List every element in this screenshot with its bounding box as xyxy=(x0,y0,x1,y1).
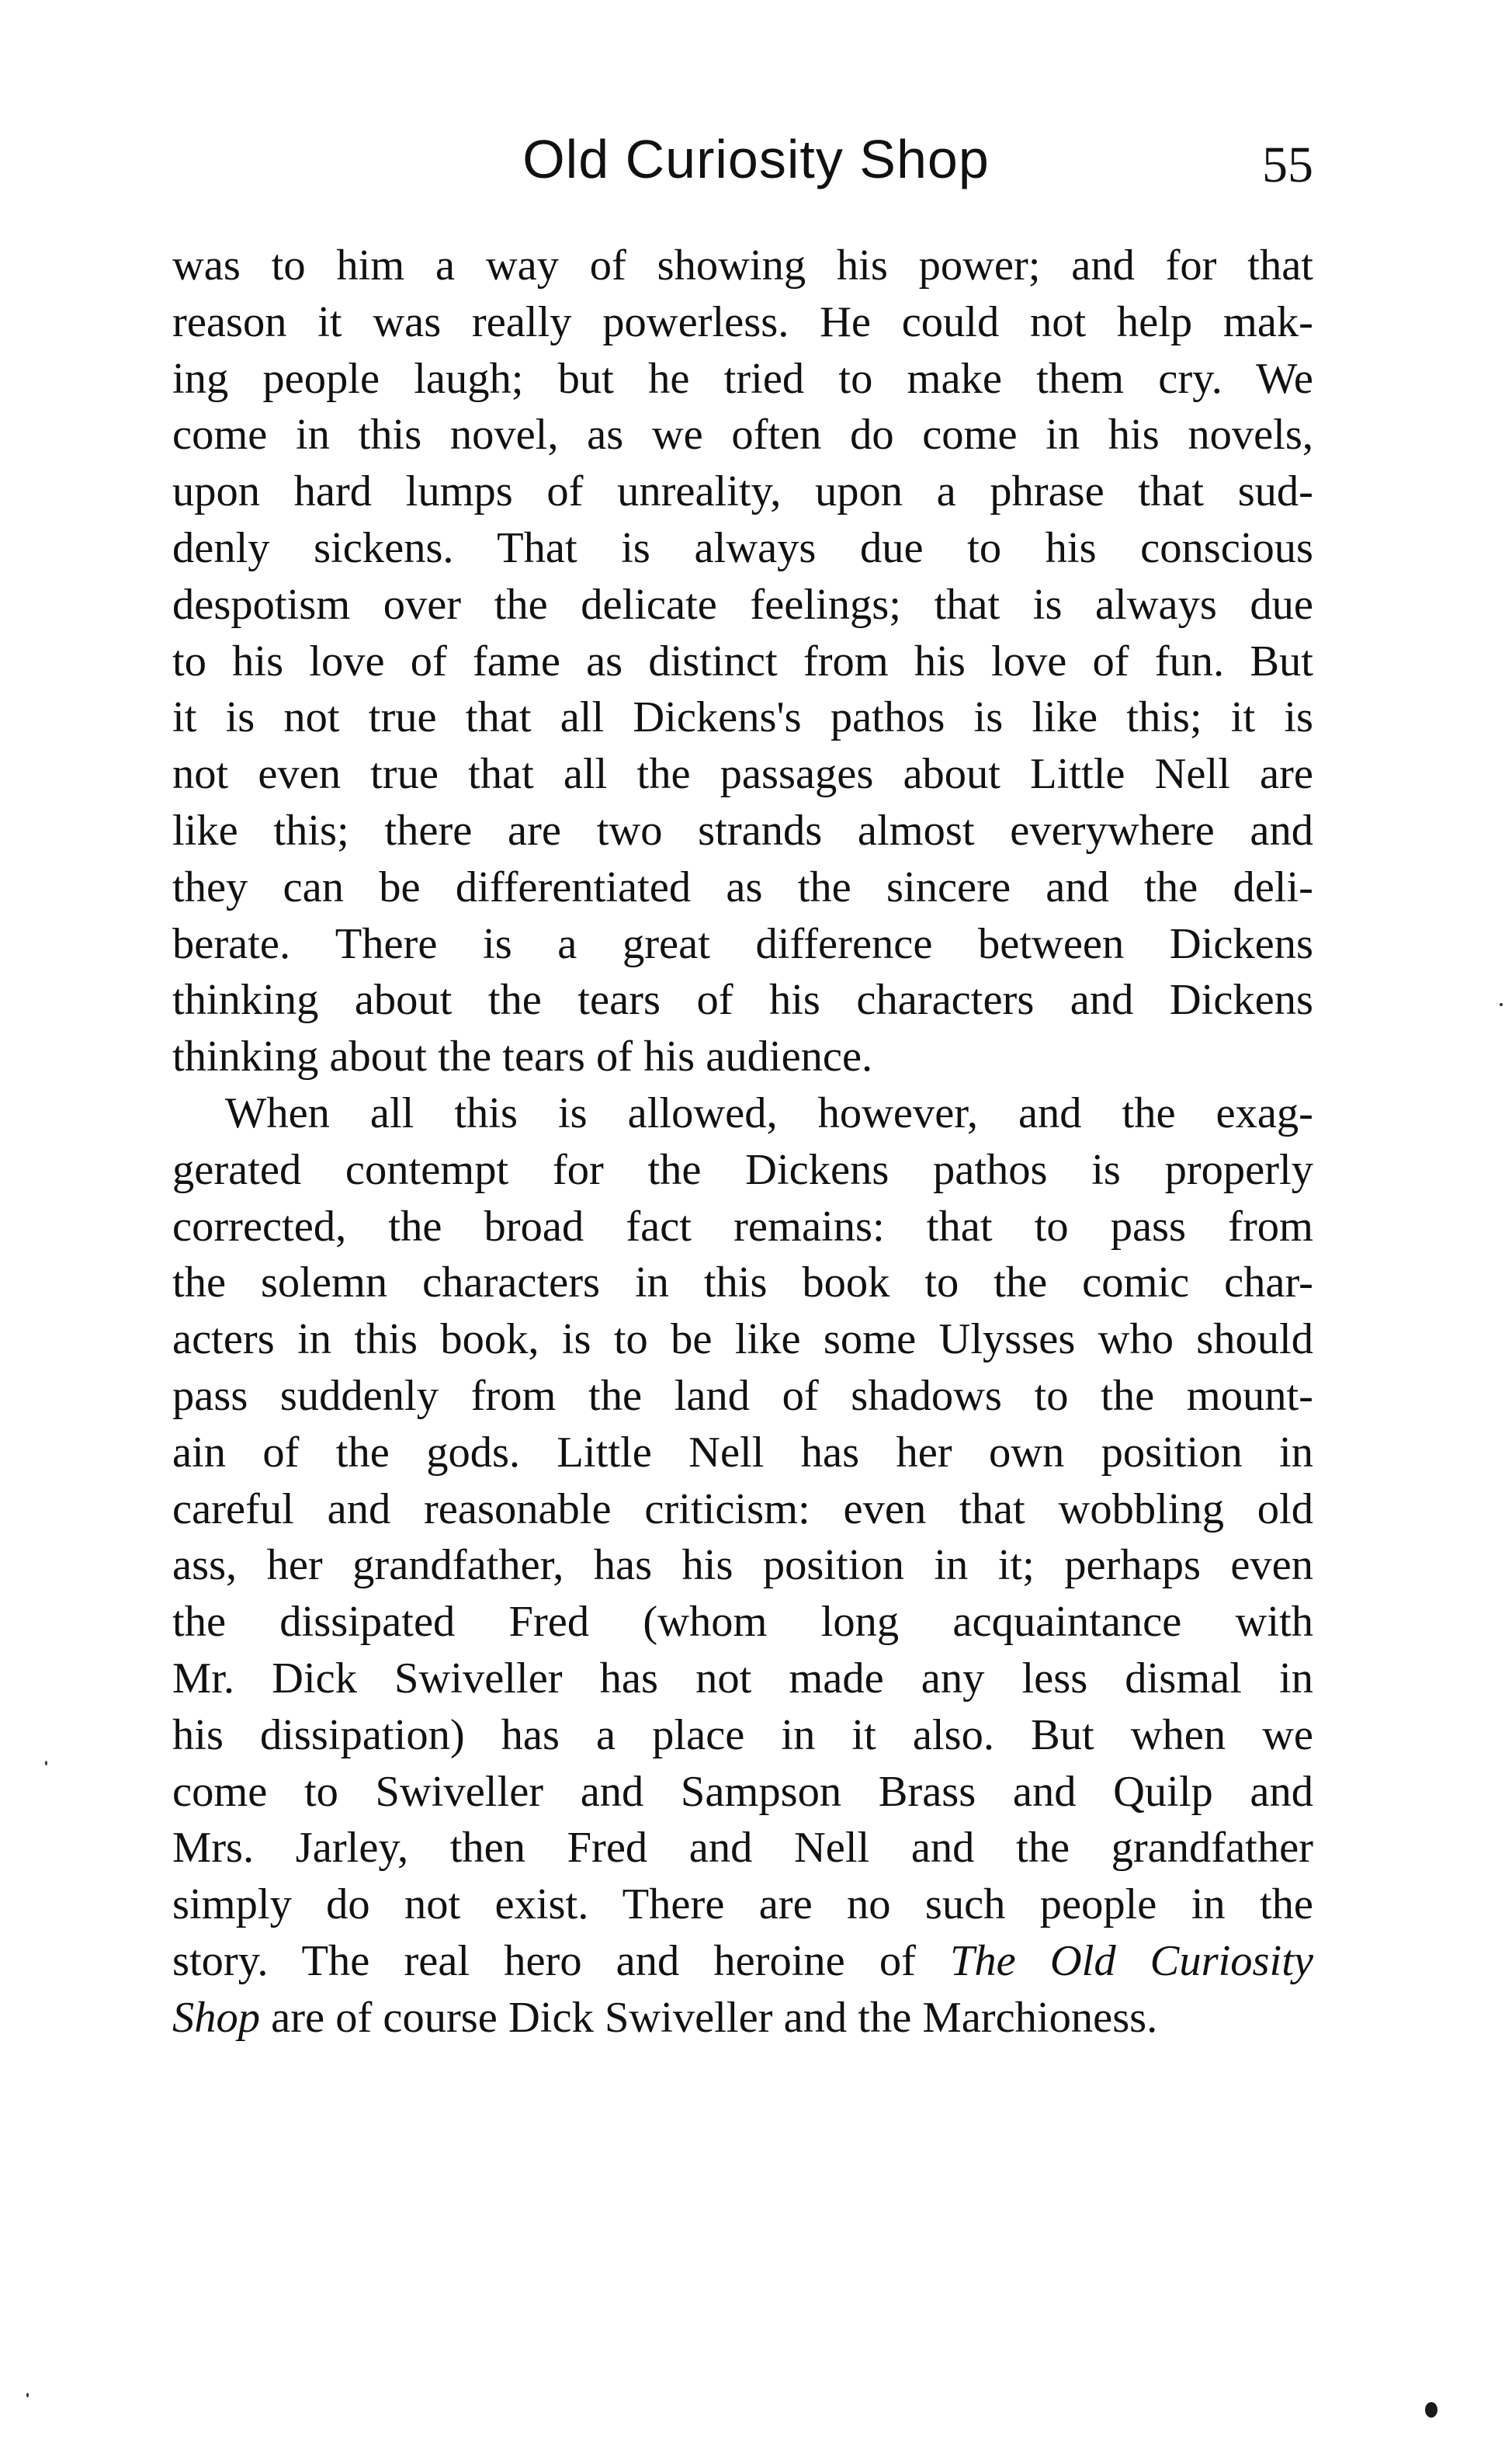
text-line: denly sickens. That is always due to his conscious xyxy=(172,523,1313,572)
page-title: Old Curiosity Shop xyxy=(522,129,990,189)
text-line: not even true that all the passages about Little Nell are xyxy=(172,750,1313,799)
book-title-italic: The Old Curiosity xyxy=(949,1936,1313,1985)
text-line: it is not true that all Dickens's pathos is like this; it is xyxy=(172,693,1313,742)
text-line: simply do not exist. There are no such people in the xyxy=(172,1880,1313,1929)
text-line: acters in this book, is to be like some Ulysses who should xyxy=(172,1315,1313,1364)
text-line: berate. There is a great difference between Dickens xyxy=(172,919,1313,968)
paragraph-end-line: thinking about the tears of his audience. xyxy=(172,1033,873,1081)
text-line: the dissipated Fred (whom long acquaintance with xyxy=(172,1598,1313,1647)
scan-speck xyxy=(1500,1003,1503,1006)
running-head xyxy=(0,116,1512,202)
text-line: come to Swiveller and Sampson Brass and Quilp and xyxy=(172,1767,1313,1816)
text-line: careful and reasonable criticism: even that wobbling old xyxy=(172,1484,1313,1533)
text-segment: story. The real hero and heroine of xyxy=(172,1936,950,1985)
text-line: Mr. Dick Swiveller has not made any less dismal in xyxy=(172,1654,1313,1703)
text-line: despotism over the delicate feelings; that is always due xyxy=(172,580,1313,629)
text-line: ing people laugh; but he tried to make them cry. We xyxy=(172,354,1313,403)
text-line: reason it was really powerless. He could not help mak- xyxy=(172,297,1313,346)
text-line xyxy=(172,1933,1313,1990)
scan-speck xyxy=(26,2393,29,2397)
final-line xyxy=(172,1990,1313,2046)
text-line: ass, her grandfather, has his position in it; perhaps even xyxy=(172,1541,1313,1590)
text-segment: are of course Dick Swiveller and the Marchioness. xyxy=(260,1993,1158,2042)
text-line: Mrs. Jarley, then Fred and Nell and the grandfather xyxy=(172,1824,1313,1873)
text-line: ain of the gods. Little Nell has her own position in xyxy=(172,1428,1313,1477)
text-line: upon hard lumps of unreality, upon a phrase that sud- xyxy=(172,467,1313,516)
text-line: corrected, the broad fact remains: that to pass from xyxy=(172,1202,1313,1251)
text-line: pass suddenly from the land of shadows to the mount- xyxy=(172,1371,1313,1420)
scan-speck xyxy=(45,1761,47,1765)
text-line: come in this novel, as we often do come in his novels, xyxy=(172,411,1313,460)
text-line: to his love of fame as distinct from his love of fun. But xyxy=(172,637,1313,686)
paragraph-start-line: When all this is allowed, however, and the exag- xyxy=(225,1088,1313,1137)
text-line: his dissipation) has a place in it also. But when we xyxy=(172,1710,1313,1759)
text-line: the solemn characters in this book to the comic char- xyxy=(172,1258,1313,1307)
scan-speck xyxy=(1425,2402,1437,2418)
text-line: thinking about the tears of his characters and Dickens xyxy=(172,976,1313,1025)
text-line: they can be differentiated as the sincere and the deli- xyxy=(172,863,1313,911)
page-number: 55 xyxy=(1262,137,1313,193)
text-line: like this; there are two strands almost everywhere and xyxy=(172,806,1313,855)
book-title-italic: Shop xyxy=(172,1993,260,2042)
body-text xyxy=(172,238,1313,2046)
text-line: was to him a way of showing his power; and for that xyxy=(172,241,1313,290)
text-line: gerated contempt for the Dickens pathos is properly xyxy=(172,1145,1313,1194)
